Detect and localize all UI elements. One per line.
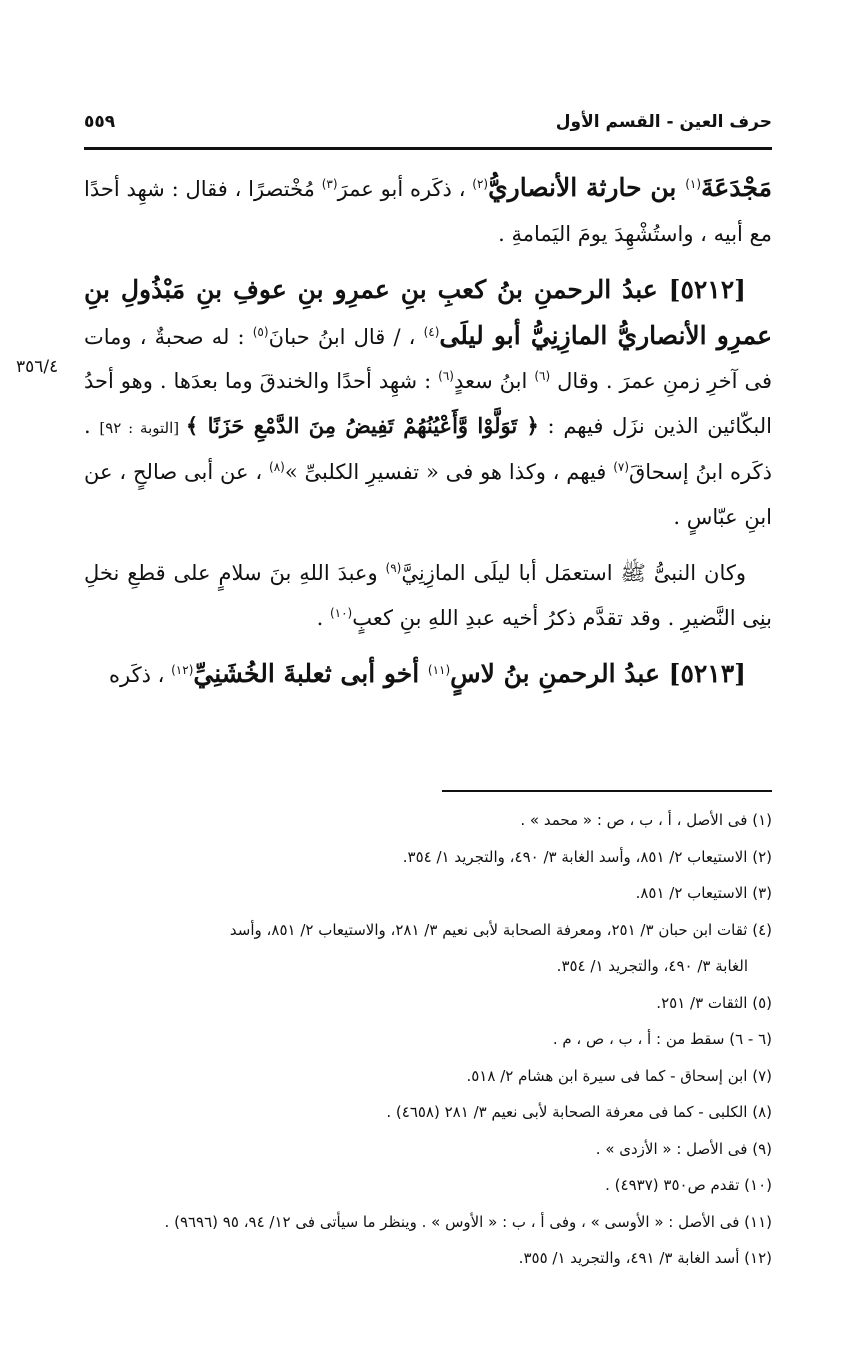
footnote: (٨) الكلبى - كما فى معرفة الصحابة لأبى نعيم ٣/ ٢٨١ (٤٦٥٨) . (386, 1103, 772, 1121)
footnote: (٤) ثقات ابن حبان ٣/ ٢٥١، ومعرفة الصحابة لأبى نعيم ٣/ ٢٨١، والاستيعاب ٢/ ٨٥١، وأسد (229, 920, 772, 939)
text-run: فيهم ، وكذا هو فى « تفسيرِ الكلبىِّ » (284, 460, 614, 484)
text-run: ، عن أبى صالحٍ ، عن ابنِ عبّاسٍ . (84, 460, 772, 529)
footnote: (١) فى الأصل ، أ ، ب ، ص : « محمد » . (520, 811, 772, 829)
text-run: : شهِد أحدًا والخندقَ وما بعدَها . وهو أحدُ البكّائين الذين نزَل فيهم : (84, 369, 772, 438)
running-header (84, 104, 772, 140)
footnote-marker[interactable]: (٦) (438, 369, 454, 383)
quran-verse: ﴿ تَوَلَّوْا وَّأَعْيُنُهُمْ تَفِيضُ مِنَ الدَّمْعِ حَزَنًا ﴾ (185, 412, 539, 438)
main-text (84, 166, 772, 698)
entry-heading: أخو أبى ثعلبةَ الخُشَنِيِّ (193, 659, 428, 688)
text-run: ، ذكَره أبو عمرَ (337, 177, 473, 201)
paragraph-1 (84, 166, 772, 256)
entry-heading: [٥٢١٣] عبدُ الرحمنِ بنُ لاسٍ (450, 659, 746, 688)
entry-name-continuation: بن حارثة الأنصاريُّ (488, 173, 686, 202)
footnote-marker[interactable]: (٢) (472, 177, 489, 191)
header-rule (84, 147, 772, 150)
header-title: حرف العين - القسم الأول (555, 112, 772, 132)
text-run: مُخْتصرًا ، فقال : شهِد أحدًا مع أبيه ، واستُشْهِدَ يومَ اليَمامةِ . (84, 177, 772, 246)
text-run: ، / قال ابنُ حبانَ (268, 324, 424, 349)
margin-reference: ٣٥٦/٤ (16, 357, 59, 377)
footnote-marker[interactable]: (٩) (385, 561, 402, 575)
text-run: وكان النبىُّ ﷺ استعمَل أبا ليلَى المازِنِيَّ (401, 561, 746, 585)
footnote: (٥) الثقات ٣/ ٢٥١. (656, 993, 772, 1012)
footnote: (٦ - ٦) سقط من : أ ، ب ، ص ، م . (552, 1030, 772, 1048)
footnote-marker[interactable]: (٦) (534, 369, 551, 383)
footnote-rule (442, 790, 772, 792)
text-run: : له صحبةٌ ، ومات فى آخرِ زمنِ عمرَ . وقال (84, 324, 773, 393)
text-run: ، ذكَره (109, 663, 172, 687)
footnote: (١٠) تقدم ص٣٥٠ (٤٩٣٧) . (605, 1176, 772, 1194)
footnote-continuation: الغابة ٣/ ٤٩٠، والتجريد ١/ ٣٥٤. (556, 957, 748, 975)
footnote-marker[interactable]: (٣) (321, 177, 338, 191)
text-run: وعبدَ اللهِ بنَ سلامٍ على قطعِ نخلِ بنِى النَّضيرِ . وقد تقدَّم ذكرُ أخيه عبدِ اللهِ بنِ كعبٍ (84, 561, 772, 630)
footnote-marker[interactable]: (٨) (269, 460, 285, 474)
footnote-marker[interactable]: (١) (685, 177, 702, 191)
footnote-marker[interactable]: (١٢) (171, 663, 194, 677)
paragraph-3 (84, 551, 772, 640)
footnote: (١١) فى الأصل : « الأوسى » ، وفى أ ، ب : « الأوس » . وينظر ما سيأتى فى ١٢/ ٩٤، ٩٥ (٩٦٩٦) . (164, 1212, 772, 1231)
footnote: (١٢) أسد الغابة ٣/ ٤٩١، والتجريد ١/ ٣٥٥. (518, 1249, 772, 1267)
text-run: ابنُ سعدٍ (453, 369, 535, 393)
footnote-marker[interactable]: (٥) (252, 324, 269, 339)
verse-reference: [التوبة : ٩٢] (99, 418, 186, 437)
footnote: (٣) الاستيعاب ٢/ ٨٥١. (635, 884, 772, 902)
footnote: (٩) فى الأصل : « الأزدى » . (595, 1139, 772, 1158)
entry-name-continuation: مَجْدَعَةَ (701, 173, 773, 202)
paragraph-4 (84, 652, 772, 698)
footnote-marker[interactable]: (١٠) (329, 605, 353, 620)
footnote: (٧) ابن إسحاق - كما فى سيرة ابن هشام ٢/ ٥١٨. (466, 1066, 772, 1085)
page-number: ٥٥٩ (84, 112, 116, 132)
entry-heading: [٥٢١٢] عبدُ الرحمنِ بنُ كعبِ بنِ عمرِو بنِ عوفِ بنِ مَبْذُولِ بنِ عمرِو الأنصاريُّ المازِنِيُّ أبو ليلَى (84, 275, 773, 350)
footnote: (٢) الاستيعاب ٢/ ٨٥١، وأسد الغابة ٣/ ٤٩٠، والتجريد ١/ ٣٥٤. (402, 847, 772, 866)
footnotes (84, 802, 772, 1277)
footnote-marker[interactable]: (٧) (613, 460, 630, 474)
paragraph-2 (84, 268, 772, 539)
text-run: . ذكَره ابنُ إسحاقَ (84, 413, 772, 484)
text-run: . (316, 605, 330, 630)
footnote-marker[interactable]: (١١) (427, 663, 451, 677)
footnote-marker[interactable]: (٤) (423, 324, 440, 339)
